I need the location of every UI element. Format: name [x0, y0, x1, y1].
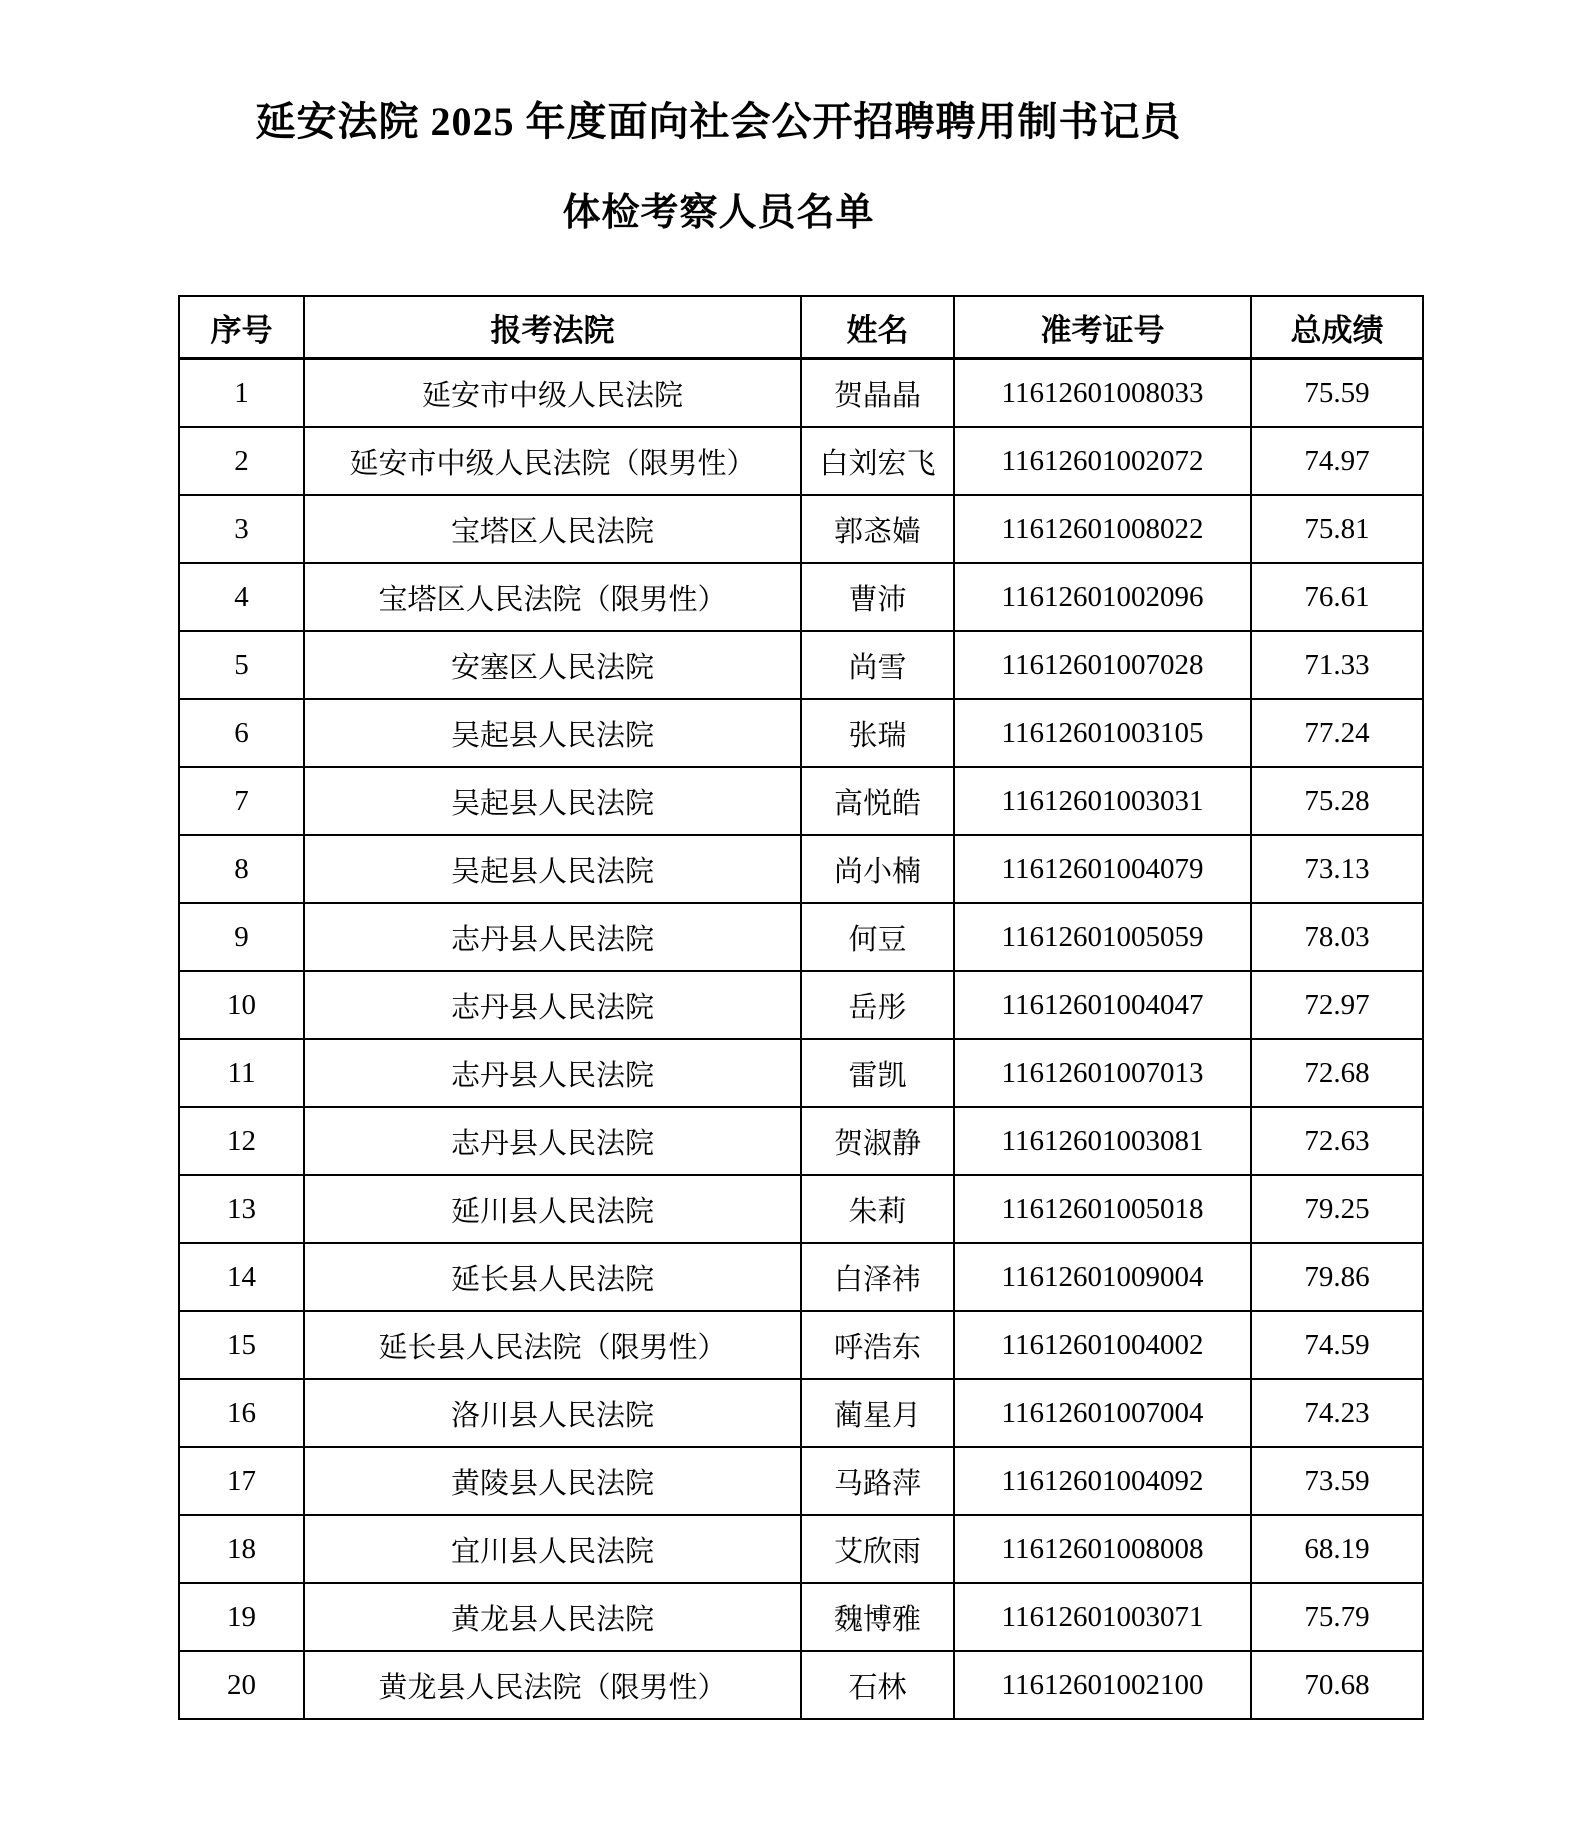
- table-row: [179, 1039, 1423, 1107]
- applied-court-cell: 志丹县人民法院: [304, 971, 801, 1039]
- ticket-number-cell: 11612601004047: [954, 971, 1251, 1039]
- serial-number-cell: 1: [179, 359, 304, 428]
- ticket-number-cell: 11612601005059: [954, 903, 1251, 971]
- ticket-number-cell: 11612601005018: [954, 1175, 1251, 1243]
- table-row: [179, 835, 1423, 903]
- table-row: [179, 903, 1423, 971]
- applied-court-cell: 黄陵县人民法院: [304, 1447, 801, 1515]
- total-score-cell: 74.23: [1251, 1379, 1423, 1447]
- table-row: [179, 1583, 1423, 1651]
- total-score-cell: 78.03: [1251, 903, 1423, 971]
- applied-court-cell: 宝塔区人民法院（限男性）: [304, 563, 801, 631]
- applied-court-cell: 延川县人民法院: [304, 1175, 801, 1243]
- table-row: [179, 767, 1423, 835]
- serial-number-cell: 18: [179, 1515, 304, 1583]
- candidate-name-cell: 张瑞: [801, 699, 954, 767]
- applied-court-cell: 吴起县人民法院: [304, 767, 801, 835]
- table-row: [179, 495, 1423, 563]
- total-score-cell: 72.68: [1251, 1039, 1423, 1107]
- serial-number-cell: 5: [179, 631, 304, 699]
- applied-court-cell: 宝塔区人民法院: [304, 495, 801, 563]
- table-row: [179, 1107, 1423, 1175]
- candidate-name-cell: 何豆: [801, 903, 954, 971]
- candidate-name-cell: 曹沛: [801, 563, 954, 631]
- ticket-number-cell: 11612601002096: [954, 563, 1251, 631]
- ticket-number-cell: 11612601003105: [954, 699, 1251, 767]
- total-score-cell: 76.61: [1251, 563, 1423, 631]
- serial-number-cell: 16: [179, 1379, 304, 1447]
- table-body: [179, 359, 1423, 1720]
- applied-court-cell: 志丹县人民法院: [304, 1039, 801, 1107]
- total-score-cell: 71.33: [1251, 631, 1423, 699]
- candidate-name-cell: 郭忞嫱: [801, 495, 954, 563]
- candidate-name-cell: 蔺星月: [801, 1379, 954, 1447]
- total-score-cell: 68.19: [1251, 1515, 1423, 1583]
- total-score-cell: 75.28: [1251, 767, 1423, 835]
- total-score-cell: 74.59: [1251, 1311, 1423, 1379]
- document-title: 延安法院 2025 年度面向社会公开招聘聘用制书记员: [255, 99, 1182, 144]
- serial-number-cell: 12: [179, 1107, 304, 1175]
- serial-number-cell: 19: [179, 1583, 304, 1651]
- total-score-cell: 72.63: [1251, 1107, 1423, 1175]
- candidate-name-cell: 白刘宏飞: [801, 427, 954, 495]
- serial-number-cell: 13: [179, 1175, 304, 1243]
- ticket-number-cell: 11612601002100: [954, 1651, 1251, 1719]
- ticket-number-cell: 11612601008033: [954, 359, 1251, 428]
- total-score-cell: 72.97: [1251, 971, 1423, 1039]
- total-score-cell: 77.24: [1251, 699, 1423, 767]
- applied-court-cell: 宜川县人民法院: [304, 1515, 801, 1583]
- serial-number-cell: 11: [179, 1039, 304, 1107]
- applied-court-cell: 洛川县人民法院: [304, 1379, 801, 1447]
- serial-number-cell: 4: [179, 563, 304, 631]
- serial-number-cell: 20: [179, 1651, 304, 1719]
- total-score-cell: 79.25: [1251, 1175, 1423, 1243]
- header-name: 姓名: [801, 296, 954, 359]
- total-score-cell: 70.68: [1251, 1651, 1423, 1719]
- applied-court-cell: 志丹县人民法院: [304, 903, 801, 971]
- ticket-number-cell: 11612601004079: [954, 835, 1251, 903]
- total-score-cell: 75.81: [1251, 495, 1423, 563]
- serial-number-cell: 10: [179, 971, 304, 1039]
- document-subtitle: 体检考察人员名单: [562, 192, 875, 234]
- candidate-name-cell: 尚小楠: [801, 835, 954, 903]
- candidate-roster-table: [178, 295, 1424, 1720]
- serial-number-cell: 2: [179, 427, 304, 495]
- ticket-number-cell: 11612601003081: [954, 1107, 1251, 1175]
- table-row: [179, 699, 1423, 767]
- applied-court-cell: 吴起县人民法院: [304, 835, 801, 903]
- header-applied-court: 报考法院: [304, 296, 801, 359]
- table-row: [179, 631, 1423, 699]
- candidate-name-cell: 石林: [801, 1651, 954, 1719]
- serial-number-cell: 9: [179, 903, 304, 971]
- ticket-number-cell: 11612601007004: [954, 1379, 1251, 1447]
- serial-number-cell: 14: [179, 1243, 304, 1311]
- header-ticket-number: 准考证号: [954, 296, 1251, 359]
- table-row: [179, 1175, 1423, 1243]
- serial-number-cell: 3: [179, 495, 304, 563]
- applied-court-cell: 延安市中级人民法院: [304, 359, 801, 428]
- candidate-name-cell: 雷凯: [801, 1039, 954, 1107]
- total-score-cell: 74.97: [1251, 427, 1423, 495]
- table-row: [179, 1515, 1423, 1583]
- ticket-number-cell: 11612601002072: [954, 427, 1251, 495]
- ticket-number-cell: 11612601007028: [954, 631, 1251, 699]
- applied-court-cell: 黄龙县人民法院（限男性）: [304, 1651, 801, 1719]
- candidate-name-cell: 贺淑静: [801, 1107, 954, 1175]
- serial-number-cell: 7: [179, 767, 304, 835]
- candidate-name-cell: 高悦皓: [801, 767, 954, 835]
- applied-court-cell: 吴起县人民法院: [304, 699, 801, 767]
- ticket-number-cell: 11612601009004: [954, 1243, 1251, 1311]
- total-score-cell: 73.13: [1251, 835, 1423, 903]
- candidate-name-cell: 艾欣雨: [801, 1515, 954, 1583]
- serial-number-cell: 17: [179, 1447, 304, 1515]
- ticket-number-cell: 11612601004092: [954, 1447, 1251, 1515]
- applied-court-cell: 黄龙县人民法院: [304, 1583, 801, 1651]
- ticket-number-cell: 11612601008008: [954, 1515, 1251, 1583]
- ticket-number-cell: 11612601003031: [954, 767, 1251, 835]
- title-block: [0, 96, 1437, 238]
- serial-number-cell: 6: [179, 699, 304, 767]
- table-row: [179, 563, 1423, 631]
- applied-court-cell: 延长县人民法院（限男性）: [304, 1311, 801, 1379]
- total-score-cell: 73.59: [1251, 1447, 1423, 1515]
- table-row: [179, 427, 1423, 495]
- table-row: [179, 1379, 1423, 1447]
- total-score-cell: 79.86: [1251, 1243, 1423, 1311]
- header-total-score: 总成绩: [1251, 296, 1423, 359]
- table-row: [179, 1651, 1423, 1719]
- table-row: [179, 1311, 1423, 1379]
- ticket-number-cell: 11612601003071: [954, 1583, 1251, 1651]
- ticket-number-cell: 11612601007013: [954, 1039, 1251, 1107]
- candidate-name-cell: 马路萍: [801, 1447, 954, 1515]
- total-score-cell: 75.79: [1251, 1583, 1423, 1651]
- serial-number-cell: 8: [179, 835, 304, 903]
- total-score-cell: 75.59: [1251, 359, 1423, 428]
- table-header-row: [179, 296, 1423, 359]
- candidate-name-cell: 魏博雅: [801, 1583, 954, 1651]
- candidate-name-cell: 呼浩东: [801, 1311, 954, 1379]
- table-row: [179, 1447, 1423, 1515]
- applied-court-cell: 延长县人民法院: [304, 1243, 801, 1311]
- applied-court-cell: 延安市中级人民法院（限男性）: [304, 427, 801, 495]
- serial-number-cell: 15: [179, 1311, 304, 1379]
- table-row: [179, 359, 1423, 428]
- candidate-name-cell: 白泽祎: [801, 1243, 954, 1311]
- table-row: [179, 1243, 1423, 1311]
- ticket-number-cell: 11612601004002: [954, 1311, 1251, 1379]
- table-row: [179, 971, 1423, 1039]
- applied-court-cell: 安塞区人民法院: [304, 631, 801, 699]
- candidate-name-cell: 朱莉: [801, 1175, 954, 1243]
- applied-court-cell: 志丹县人民法院: [304, 1107, 801, 1175]
- candidate-name-cell: 尚雪: [801, 631, 954, 699]
- candidate-name-cell: 贺晶晶: [801, 359, 954, 428]
- ticket-number-cell: 11612601008022: [954, 495, 1251, 563]
- candidate-name-cell: 岳彤: [801, 971, 954, 1039]
- header-serial-number: 序号: [179, 296, 304, 359]
